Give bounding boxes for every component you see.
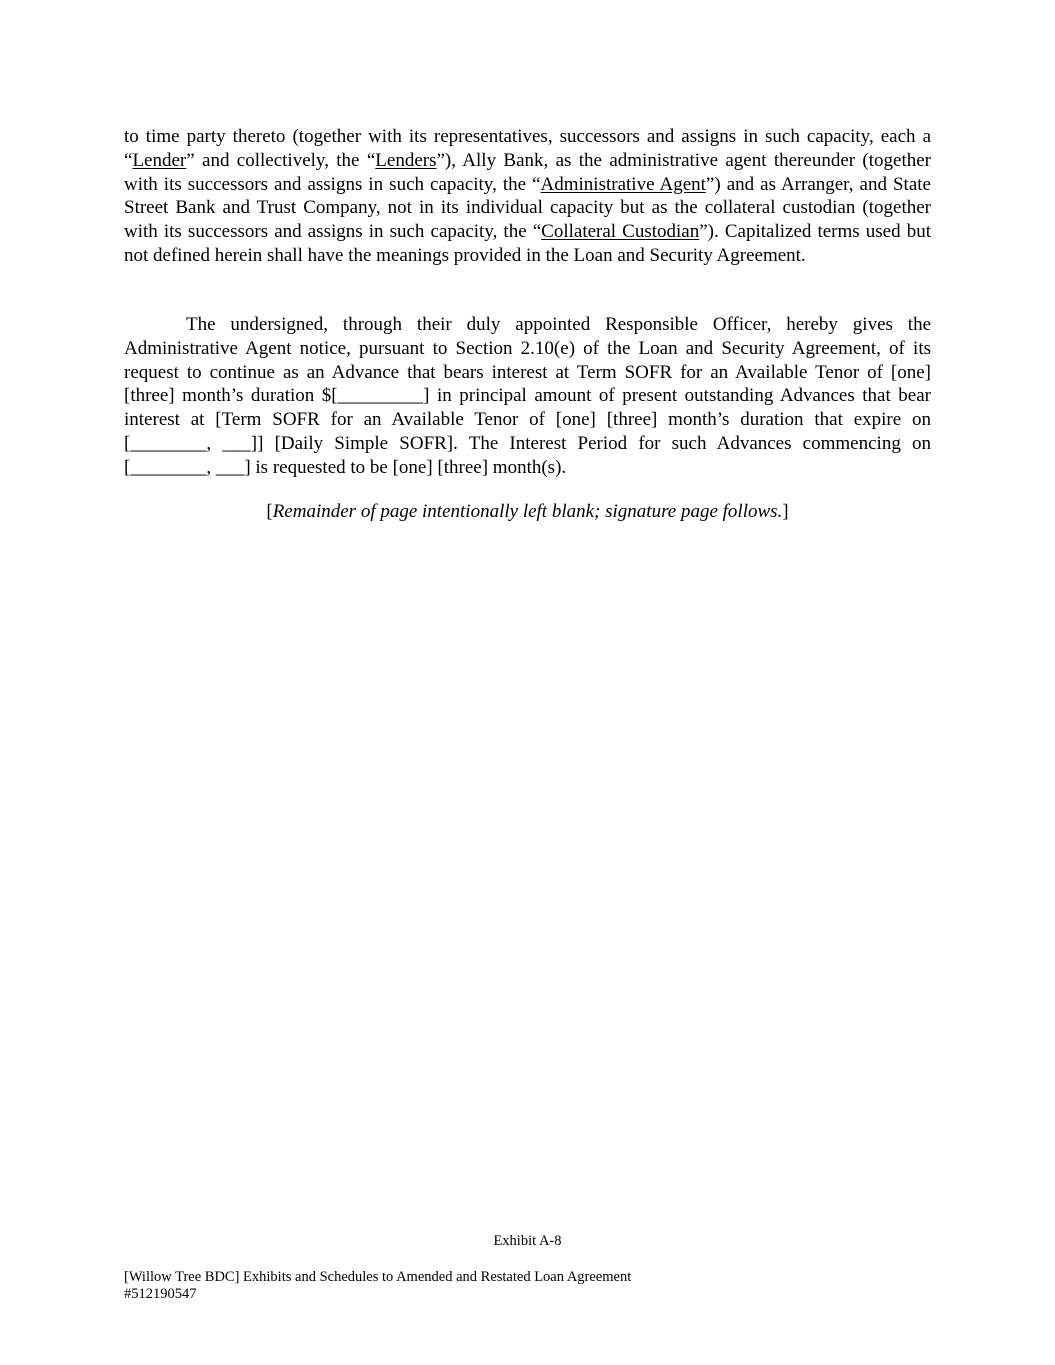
paragraph-parties — [124, 125, 931, 268]
note-open-bracket: [ — [266, 501, 273, 522]
p1-seg2: ” and collectively, the “ — [186, 149, 376, 171]
note-close-bracket: ] — [782, 501, 789, 522]
footer-document-title: [Willow Tree BDC] Exhibits and Schedules to Amended and Restated Loan Agreement — [124, 1269, 632, 1285]
p1-seg4: ”) and as Arranger, and State Street Bank and Trust Company, not in its individual capacity but as the collateral custodian (together with its successors and assigns in such capacity, the “ — [124, 173, 931, 243]
defined-term-collateral-custodian: Collateral Custodian — [541, 221, 700, 243]
defined-term-administrative-agent: Administrative Agent — [540, 173, 706, 195]
defined-term-lenders: Lenders — [375, 149, 437, 171]
p1-seg1: to time party thereto (together with its representatives, successors and assigns in such capacity, each a “ — [124, 126, 931, 171]
defined-term-lender: Lender — [132, 149, 187, 171]
footer-document-id: #512190547 — [124, 1286, 197, 1302]
p1-seg5: ”). Capitalized terms used but not defined herein shall have the meanings provided in the Loan and Security Agreement. — [124, 221, 931, 266]
remainder-note — [124, 500, 931, 524]
note-italic-text: Remainder of page intentionally left blank; signature page follows. — [272, 501, 783, 522]
exhibit-page-label: Exhibit A-8 — [493, 1233, 562, 1249]
p1-seg3: ”), Ally Bank, as the administrative agent thereunder (together with its successors and assigns in such capacity, the “ — [124, 149, 931, 195]
paragraph-notice: The undersigned, through their duly appointed Responsible Officer, hereby gives the Administrative Agent notice, pursuant to Section 2.10(e) of the Loan and Security Agreement, of its request to continue as an Advance that bears interest at Term SOFR for an Available Tenor of [one] [three] month’s duration $[_________] in principal amount of present outstanding Advances that bear interest at [Term SOFR for an Available Tenor of [one] [three] month’s duration that expire on [________, ___]] [Daily Simple SOFR]. The Interest Period for such Advances commencing on [________, ___] is requested to be [one] [three] month(s). — [124, 314, 931, 478]
